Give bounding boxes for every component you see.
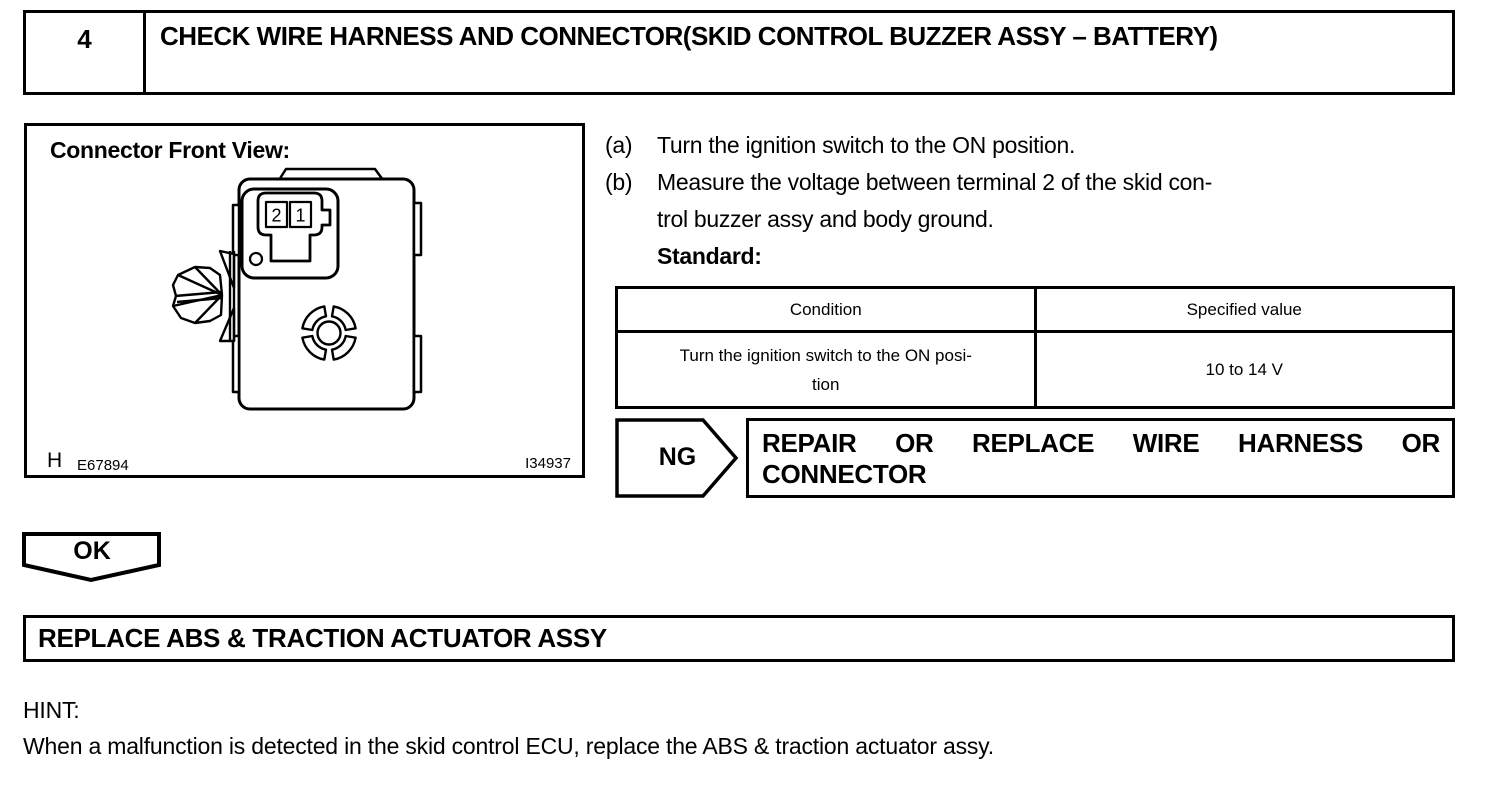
terminal-2-label: 2 [271, 205, 282, 226]
step-a-label: (a) [605, 132, 633, 158]
condition-line2: tion [812, 374, 840, 394]
specified-value-cell: 10 to 14 V [1035, 332, 1454, 408]
hint-text: When a malfunction is detected in the skid control ECU, replace the ABS & traction actuator assy. [23, 733, 994, 759]
ok-action-text: REPLACE ABS & TRACTION ACTUATOR ASSY [38, 623, 607, 653]
step-b-text-line1: Measure the voltage between terminal 2 of the skid con- [657, 169, 1212, 195]
figure-code-left: E67894 [77, 457, 129, 474]
ng-flag [615, 418, 740, 498]
connector-left-tab-upper [233, 205, 239, 255]
table-header-condition: Condition [617, 288, 1036, 332]
step-a-text: Turn the ignition switch to the ON position. [657, 132, 1076, 158]
connector-right-tab-lower [414, 336, 421, 392]
figure-code-h: H [47, 449, 63, 472]
terminal-1-label: 1 [295, 205, 306, 226]
condition-cell [617, 332, 1036, 408]
condition-line1: Turn the ignition switch to the ON posi- [679, 345, 972, 365]
standard-label: Standard: [657, 243, 762, 269]
ok-label: OK [73, 537, 111, 565]
ng-action-box [746, 418, 1455, 498]
ng-label: NG [658, 442, 697, 471]
step-b-label: (b) [605, 169, 633, 195]
ng-action-line2: CONNECTOR [762, 459, 927, 489]
ok-flag [22, 532, 162, 586]
harness-clip [173, 251, 234, 341]
table-header-specified-value: Specified value [1035, 288, 1454, 332]
connector-left-tab-lower [233, 336, 239, 392]
connector-figure-box [24, 123, 585, 478]
figure-title: Connector Front View: [50, 137, 290, 163]
step-title: CHECK WIRE HARNESS AND CONNECTOR(SKID CONTROL BUZZER ASSY – BATTERY) [160, 21, 1218, 51]
standard-table [615, 286, 1455, 409]
figure-code-right: I34937 [525, 455, 571, 472]
ok-action-box [23, 615, 1455, 662]
step-number: 4 [26, 13, 146, 92]
connector-right-tab-upper [414, 203, 421, 255]
table-row [617, 332, 1454, 408]
hint-label: HINT: [23, 697, 80, 723]
receptacle-pin-hole [250, 253, 262, 265]
step-header-box [23, 10, 1455, 95]
ng-action-line1: REPAIR OR REPLACE WIRE HARNESS OR [762, 428, 1440, 458]
step-b-text-line2: trol buzzer assy and body ground. [657, 206, 994, 232]
connector-diagram [27, 126, 582, 475]
